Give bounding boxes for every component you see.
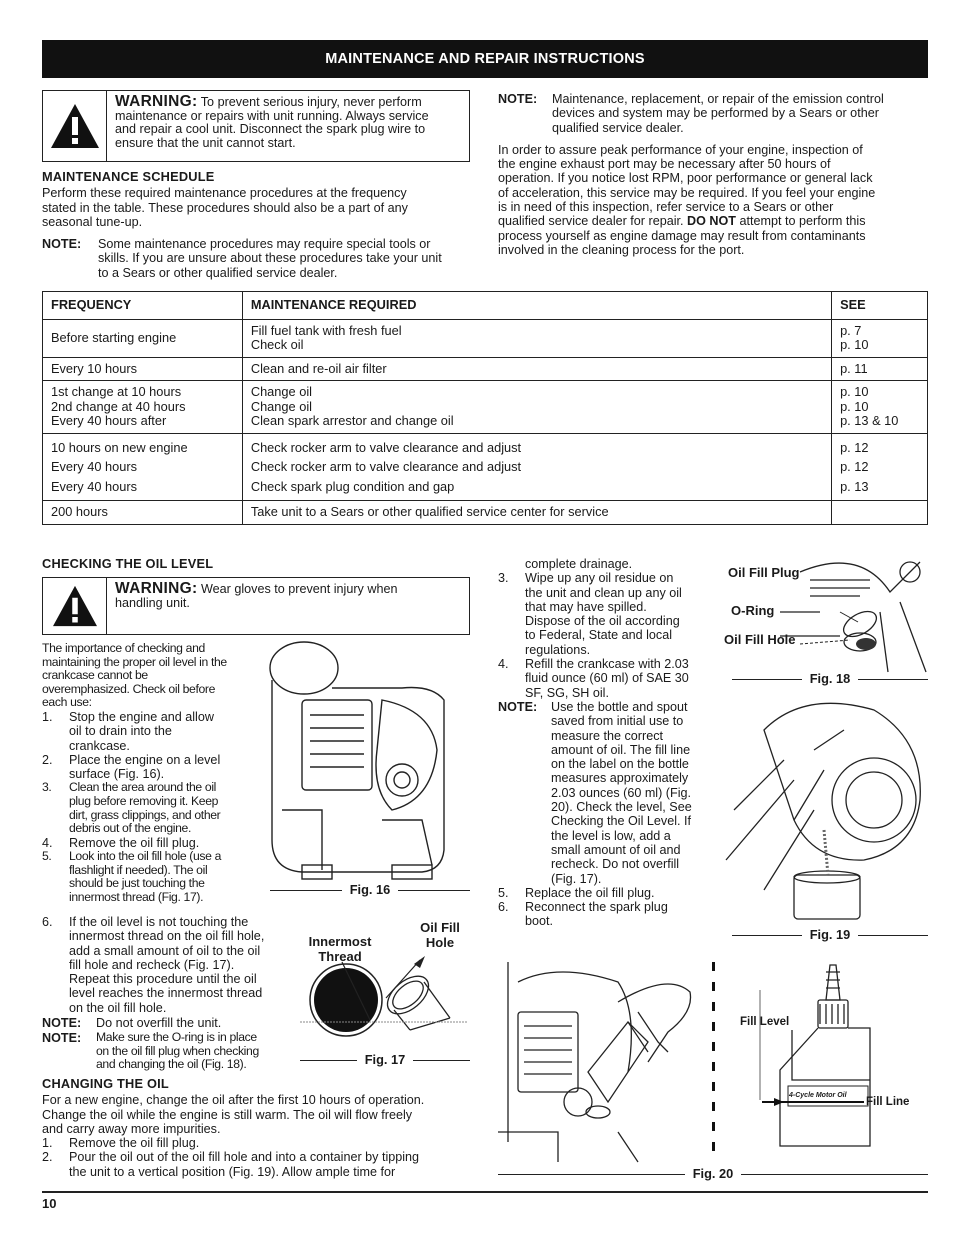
table-cell: 200 hours — [51, 504, 108, 519]
warning-triangle-icon — [43, 91, 107, 161]
note-line: (Fig. 17). — [551, 871, 602, 886]
figure-label: Fig. 16 — [349, 882, 391, 897]
note-line: recheck. Do not overfill — [551, 857, 680, 872]
warning-text: Wear gloves to prevent injury when — [200, 582, 398, 596]
table-row — [43, 381, 928, 434]
table-cell: Before starting engine — [51, 329, 177, 345]
table-cell: Check oil — [250, 337, 304, 352]
note-line: qualified service dealer. — [552, 120, 684, 135]
list-item: 6. If the oil level is not touching the innermost thread on the oil fill hole, add a small amount of oil to the oil fill hole and recheck (Fig. 17). Repeat this procedure until the oil level reaches the innermost thread on the oil fill hole. — [42, 915, 265, 1015]
changing-intro-line: Change the oil while the engine is still warm. The oil will flow freely — [42, 1107, 413, 1122]
emission-line: operation. If you notice lost RPM, poor performance or general lack — [498, 171, 873, 186]
table-row — [43, 501, 928, 525]
emission-line: is in need of this inspection, refer service to a Sears or other — [498, 200, 834, 215]
table-row — [43, 357, 928, 381]
schedule-intro-line: Perform these required maintenance procedures at the frequency — [42, 186, 407, 201]
table-cell: p. 10 — [840, 337, 869, 352]
table-cell: p. 13 & 10 — [840, 413, 899, 428]
table-cell: p. 12 — [840, 439, 869, 455]
oil-intro-line: overemphasized. Check oil before — [42, 681, 216, 696]
page-number: 10 — [42, 1196, 57, 1211]
oil-fill-hole-label: Oil Fill Hole — [420, 920, 460, 950]
fig19-caption — [732, 928, 928, 942]
note-line: the level is low, add a — [551, 828, 671, 843]
changing-oil-heading: CHANGING THE OIL — [42, 1076, 169, 1091]
oil-bottle-illustration — [740, 960, 940, 1155]
note-line: Checking the Oil Level. If — [551, 814, 692, 829]
table-cell: 2nd change at 40 hours — [51, 398, 186, 414]
fig19-draining-illustration — [724, 690, 930, 920]
figure-label: Fig. 20 — [692, 1166, 734, 1181]
fig16-engine-illustration — [262, 640, 462, 890]
note-line: small amount of oil and — [551, 842, 681, 857]
table-cell: Change oil — [250, 384, 313, 399]
figure-label: Fig. 17 — [364, 1052, 406, 1067]
note-line: 2.03 ounces (60 ml) (Fig. — [551, 785, 691, 800]
list-item: 3. Clean the area around the oil plug before removing it. Keep dirt, grass clippings, and other debris out of the engine. — [42, 780, 221, 836]
list-item: 5. Replace the oil fill plug. — [498, 885, 655, 900]
oil-fill-plug-label: Oil Fill Plug — [728, 565, 800, 580]
changing-intro-line: For a new engine, change the oil after the first 10 hours of operation. — [42, 1093, 425, 1108]
table-header-row — [43, 292, 928, 320]
warning-box — [42, 90, 470, 162]
emission-line: of acceleration, this service may be required. If you feel your engine — [498, 185, 876, 200]
note-label: NOTE: — [498, 699, 538, 714]
continuation-line: complete drainage. — [525, 557, 633, 571]
table-cell: Clean spark arrestor and change oil — [250, 413, 454, 428]
table-cell: Check rocker arm to valve clearance and adjust — [250, 459, 522, 474]
fig18-plug-illustration — [780, 552, 930, 674]
table-row — [43, 433, 928, 501]
column-header: MAINTENANCE REQUIRED — [242, 292, 831, 320]
note-line: on the label on the bottle — [551, 757, 689, 772]
note-line: Make sure the O-ring is in place — [96, 1030, 257, 1044]
table-cell: p. 11 — [840, 360, 868, 376]
table-cell: p. 13 — [840, 478, 869, 494]
table-cell: 1st change at 10 hours — [51, 384, 182, 399]
oil-level-heading: CHECKING THE OIL LEVEL — [42, 556, 214, 571]
table-cell: Check spark plug condition and gap — [250, 478, 455, 494]
note-line: Maintenance, replacement, or repair of the emission control — [552, 92, 884, 106]
note-label: NOTE: — [42, 1016, 82, 1030]
warning-triangle-icon — [43, 578, 107, 634]
table-cell: p. 12 — [840, 459, 869, 474]
table-row — [43, 319, 928, 357]
fig17-fill-hole-illustration — [300, 950, 472, 1040]
fig17-caption — [300, 1053, 470, 1067]
do-not-emphasis: DO NOT — [687, 214, 736, 229]
fill-level-label: Fill Level — [740, 1016, 790, 1028]
note-line: Use the bottle and spout — [551, 699, 688, 714]
note-line: Some maintenance procedures may require special tools or — [98, 237, 431, 252]
table-cell: Clean and re-oil air filter — [250, 360, 387, 376]
note-line: amount of oil. The fill line — [551, 742, 691, 757]
note-line: measure the correct — [551, 728, 663, 743]
schedule-intro-line: stated in the table. These procedures should also be a part of any — [42, 200, 408, 215]
oil-intro-line: maintaining the proper oil level in the — [42, 654, 227, 669]
column-header: FREQUENCY — [43, 292, 243, 320]
note-line: measures approximately — [551, 771, 689, 786]
list-item: 4. Refill the crankcase with 2.03 fluid ounce (60 ml) of SAE 30 SF, SG, SH oil. — [498, 657, 689, 700]
o-ring-label: O-Ring — [731, 603, 775, 618]
figure-label: Fig. 18 — [809, 671, 851, 686]
note-line: Do not overfill the unit. — [96, 1016, 222, 1030]
note-line: and changing the oil (Fig. 18). — [96, 1057, 247, 1072]
list-item: 1. Remove the oil fill plug. — [42, 1136, 200, 1151]
warning-label: WARNING: — [115, 93, 198, 110]
footer-rule — [42, 1191, 928, 1193]
emission-line: In order to assure peak performance of your engine, inspection of — [498, 142, 863, 157]
table-cell: Take unit to a Sears or other qualified service center for service — [250, 504, 609, 519]
column-header: SEE — [832, 292, 928, 320]
emission-line: qualified service dealer for repair. — [498, 214, 684, 229]
maintenance-schedule-table — [42, 291, 928, 525]
fig20-caption — [498, 1167, 928, 1181]
table-cell: Change oil — [250, 398, 313, 414]
list-item: 5. Look into the oil fill hole (use a flashlight if needed). The oil should be just touching the innermost thread (Fig. 17). — [42, 849, 222, 904]
warning-label: WARNING: — [115, 580, 198, 597]
warning-text: To prevent serious injury, never perform — [200, 95, 422, 109]
table-cell: 10 hours on new engine — [51, 439, 188, 455]
schedule-intro-line: seasonal tune-up. — [42, 214, 143, 229]
table-cell: Fill fuel tank with fresh fuel — [250, 322, 402, 338]
list-item: 4. Remove the oil fill plug. — [42, 835, 200, 850]
warning-text: ensure that the unit cannot start. — [115, 135, 296, 150]
oil-intro-line: The importance of checking and — [42, 641, 205, 655]
fig20-refill-illustration — [498, 952, 698, 1164]
fig16-caption — [270, 883, 470, 897]
warning-text: handling unit. — [115, 595, 190, 610]
fig18-caption — [732, 672, 928, 686]
warning-text: and repair a cool unit. Disconnect the spark plug wire to — [115, 122, 426, 137]
emission-line: attempt to perform this — [736, 214, 866, 229]
list-item: 2. Place the engine on a level surface (Fig. 16). — [42, 752, 221, 782]
note-label: NOTE: — [498, 92, 538, 106]
figure-label: Fig. 19 — [809, 927, 851, 942]
list-item: 6. Reconnect the spark plug boot. — [498, 900, 668, 929]
note-line: devices and system may be performed by a Sears or other — [552, 106, 879, 121]
table-cell: Every 40 hours after — [51, 413, 167, 428]
table-cell: p. 10 — [840, 384, 869, 399]
table-cell: Every 10 hours — [51, 360, 138, 376]
note-line: saved from initial use to — [551, 714, 684, 729]
oil-intro-line: each use: — [42, 695, 92, 710]
table-cell: Check rocker arm to valve clearance and adjust — [250, 439, 522, 455]
note-line: to a Sears or other qualified service dealer. — [98, 265, 338, 280]
note-label: NOTE: — [42, 1031, 82, 1045]
table-cell: p. 10 — [840, 398, 869, 414]
list-item: 3. Wipe up any oil residue on the unit and clean up any oil that may have spilled. Dispose of the oil according to Federal, State and local regulations. — [498, 571, 682, 657]
note-line: on the oil fill plug when checking — [96, 1043, 259, 1058]
warning-box — [42, 577, 470, 635]
bottle-label-text: 4-Cycle Motor Oil — [789, 1092, 847, 1099]
innermost-thread-label: Innermost Thread — [308, 934, 372, 964]
oil-intro-line: crankcase cannot be — [42, 668, 148, 683]
emission-line: process yourself as engine damage may result from contaminants — [498, 228, 866, 243]
emission-line: the engine exhaust port may be necessary after 50 hours of — [498, 157, 831, 172]
table-cell: Every 40 hours — [51, 478, 138, 494]
schedule-heading: MAINTENANCE SCHEDULE — [42, 169, 215, 184]
warning-text: maintenance or repairs with unit running. Always service — [115, 108, 429, 123]
note-line: 20). Check the level, See — [551, 800, 692, 815]
note-line: skills. If you are unsure about these procedures take your unit — [98, 251, 442, 266]
section-banner: MAINTENANCE AND REPAIR INSTRUCTIONS — [42, 40, 928, 78]
note-label: NOTE: — [42, 237, 82, 252]
list-item: 1. Stop the engine and allow oil to drain into the crankcase. — [42, 709, 214, 753]
oil-fill-hole-label: Oil Fill Hole — [724, 632, 796, 647]
emission-line: involved in the cleaning process for the port. — [498, 242, 745, 257]
table-cell: Every 40 hours — [51, 459, 138, 474]
table-cell: p. 7 — [840, 322, 862, 338]
changing-intro-line: and carry away more impurities. — [42, 1121, 221, 1136]
list-item: 2. Pour the oil out of the oil fill hole and into a container by tipping the unit to a vertical position (Fig. 19). Allow ample time for — [42, 1150, 420, 1179]
fill-line-label: Fill Line — [866, 1096, 910, 1108]
